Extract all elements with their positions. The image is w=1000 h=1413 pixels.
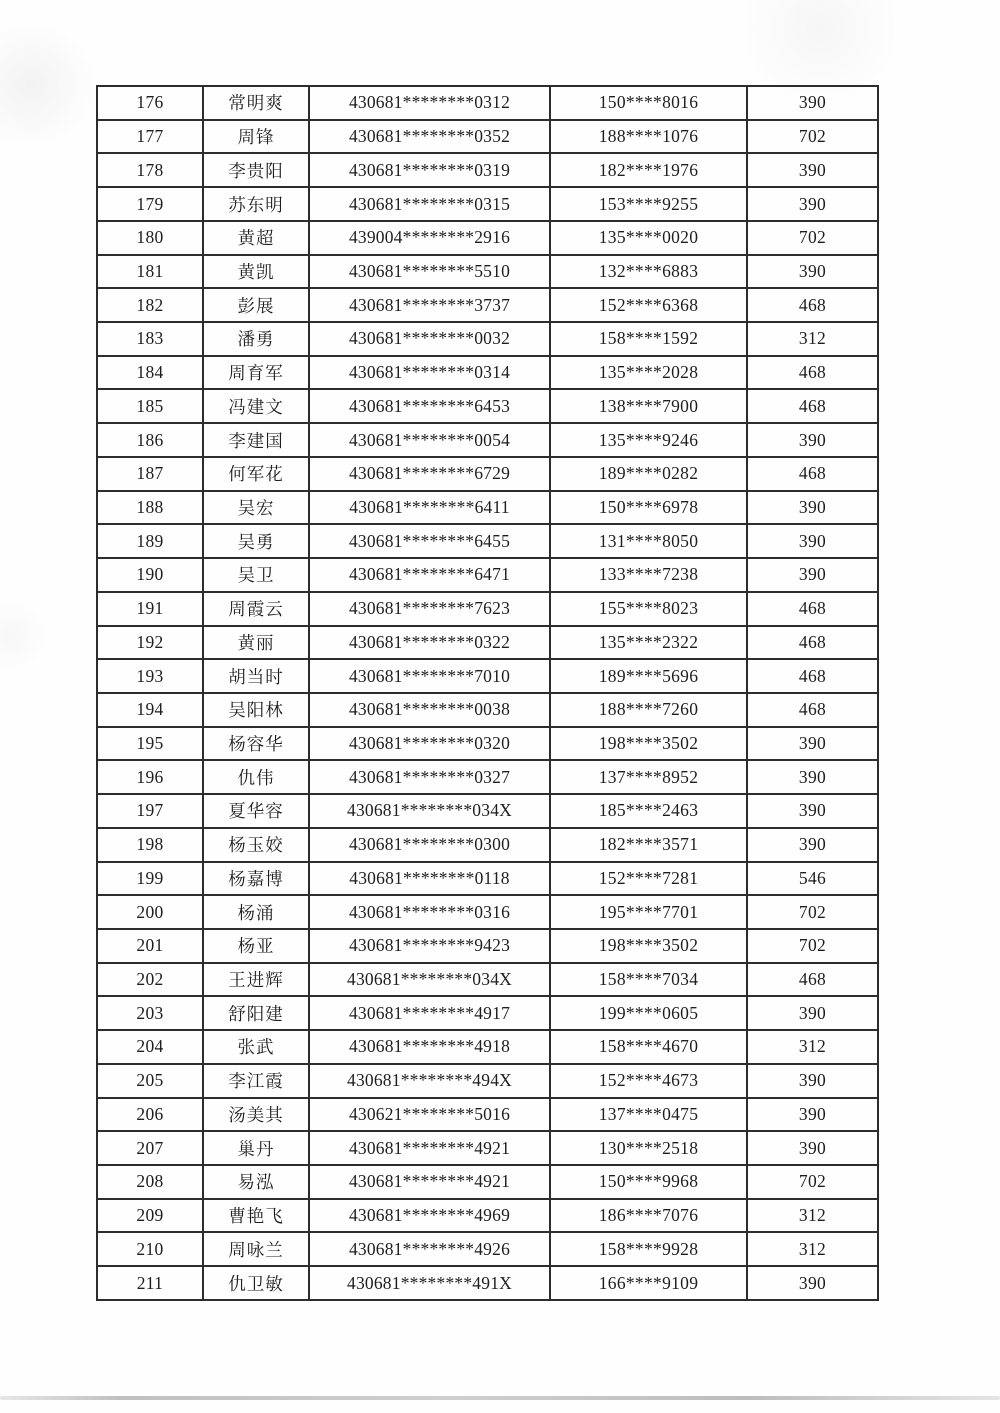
cell-name: 吴宏 — [203, 491, 309, 525]
cell-name: 彭展 — [203, 288, 309, 322]
cell-amount: 468 — [747, 389, 878, 423]
cell-name: 李建国 — [203, 423, 309, 457]
cell-amount: 390 — [747, 828, 878, 862]
cell-serial-number: 194 — [97, 693, 203, 727]
cell-amount: 468 — [747, 288, 878, 322]
cell-serial-number: 180 — [97, 221, 203, 255]
cell-id-number: 430681********6453 — [309, 389, 550, 423]
cell-name: 杨嘉博 — [203, 862, 309, 896]
cell-amount: 390 — [747, 423, 878, 457]
cell-serial-number: 199 — [97, 862, 203, 896]
cell-id-number: 430681********7623 — [309, 592, 550, 626]
table-row — [97, 423, 878, 457]
cell-name: 张武 — [203, 1030, 309, 1064]
table-row — [97, 187, 878, 221]
cell-phone-number: 150****6978 — [550, 491, 747, 525]
cell-id-number: 430681********4918 — [309, 1030, 550, 1064]
cell-phone-number: 158****9928 — [550, 1232, 747, 1266]
cell-id-number: 430681********7010 — [309, 659, 550, 693]
cell-amount: 312 — [747, 1232, 878, 1266]
cell-serial-number: 196 — [97, 760, 203, 794]
cell-serial-number: 205 — [97, 1064, 203, 1098]
cell-serial-number: 178 — [97, 153, 203, 187]
table-row — [97, 592, 878, 626]
cell-id-number: 430681********4917 — [309, 996, 550, 1030]
cell-name: 仇卫敏 — [203, 1266, 309, 1300]
cell-phone-number: 152****7281 — [550, 862, 747, 896]
cell-serial-number: 202 — [97, 963, 203, 997]
cell-id-number: 430681********6411 — [309, 491, 550, 525]
cell-phone-number: 137****0475 — [550, 1098, 747, 1132]
cell-serial-number: 185 — [97, 389, 203, 423]
table-row — [97, 221, 878, 255]
cell-id-number: 430681********0314 — [309, 356, 550, 390]
cell-phone-number: 182****1976 — [550, 153, 747, 187]
cell-serial-number: 208 — [97, 1165, 203, 1199]
cell-name: 黄丽 — [203, 626, 309, 660]
cell-amount: 390 — [747, 996, 878, 1030]
cell-phone-number: 198****3502 — [550, 929, 747, 963]
cell-name: 胡当时 — [203, 659, 309, 693]
table-row — [97, 255, 878, 289]
cell-phone-number: 150****8016 — [550, 86, 747, 120]
table-row — [97, 120, 878, 154]
cell-id-number: 430681********3737 — [309, 288, 550, 322]
cell-id-number: 430681********0315 — [309, 187, 550, 221]
cell-phone-number: 133****7238 — [550, 558, 747, 592]
cell-id-number: 430681********0312 — [309, 86, 550, 120]
cell-name: 曹艳飞 — [203, 1199, 309, 1233]
cell-name: 周霞云 — [203, 592, 309, 626]
cell-serial-number: 200 — [97, 895, 203, 929]
cell-id-number: 439004********2916 — [309, 221, 550, 255]
cell-name: 周咏兰 — [203, 1232, 309, 1266]
cell-phone-number: 155****8023 — [550, 592, 747, 626]
cell-serial-number: 192 — [97, 626, 203, 660]
cell-name: 夏华容 — [203, 794, 309, 828]
table-row — [97, 693, 878, 727]
cell-name: 杨容华 — [203, 727, 309, 761]
table-row — [97, 288, 878, 322]
cell-id-number: 430681********0300 — [309, 828, 550, 862]
cell-serial-number: 195 — [97, 727, 203, 761]
table-row — [97, 1165, 878, 1199]
cell-amount: 312 — [747, 1199, 878, 1233]
table-row — [97, 356, 878, 390]
cell-phone-number: 135****9246 — [550, 423, 747, 457]
cell-phone-number: 189****0282 — [550, 457, 747, 491]
table-row — [97, 1266, 878, 1300]
cell-serial-number: 206 — [97, 1098, 203, 1132]
cell-phone-number: 166****9109 — [550, 1266, 747, 1300]
cell-amount: 390 — [747, 491, 878, 525]
cell-amount: 312 — [747, 1030, 878, 1064]
cell-name: 舒阳建 — [203, 996, 309, 1030]
cell-name: 周锋 — [203, 120, 309, 154]
cell-id-number: 430681********5510 — [309, 255, 550, 289]
cell-amount: 390 — [747, 153, 878, 187]
cell-amount: 702 — [747, 120, 878, 154]
table-row — [97, 1064, 878, 1098]
cell-id-number: 430681********0038 — [309, 693, 550, 727]
cell-phone-number: 189****5696 — [550, 659, 747, 693]
cell-id-number: 430621********5016 — [309, 1098, 550, 1132]
table-row — [97, 1199, 878, 1233]
cell-amount: 468 — [747, 457, 878, 491]
cell-name: 冯建文 — [203, 389, 309, 423]
cell-phone-number: 182****3571 — [550, 828, 747, 862]
cell-name: 王进辉 — [203, 963, 309, 997]
cell-phone-number: 188****7260 — [550, 693, 747, 727]
cell-serial-number: 189 — [97, 524, 203, 558]
cell-name: 巢丹 — [203, 1131, 309, 1165]
cell-serial-number: 183 — [97, 322, 203, 356]
cell-name: 易泓 — [203, 1165, 309, 1199]
table-row — [97, 794, 878, 828]
table-row — [97, 322, 878, 356]
cell-id-number: 430681********6729 — [309, 457, 550, 491]
table-row — [97, 389, 878, 423]
cell-amount: 390 — [747, 558, 878, 592]
cell-name: 黄凯 — [203, 255, 309, 289]
cell-amount: 390 — [747, 1131, 878, 1165]
cell-amount: 468 — [747, 659, 878, 693]
cell-name: 潘勇 — [203, 322, 309, 356]
cell-serial-number: 210 — [97, 1232, 203, 1266]
cell-name: 吴勇 — [203, 524, 309, 558]
roster-table — [96, 85, 879, 1301]
cell-amount: 468 — [747, 356, 878, 390]
cell-amount: 546 — [747, 862, 878, 896]
cell-phone-number: 135****2322 — [550, 626, 747, 660]
cell-phone-number: 158****1592 — [550, 322, 747, 356]
cell-id-number: 430681********0319 — [309, 153, 550, 187]
cell-amount: 702 — [747, 929, 878, 963]
cell-name: 杨玉姣 — [203, 828, 309, 862]
roster-table-body — [97, 86, 878, 1300]
cell-amount: 702 — [747, 1165, 878, 1199]
cell-phone-number: 158****7034 — [550, 963, 747, 997]
cell-id-number: 430681********034X — [309, 794, 550, 828]
cell-id-number: 430681********4921 — [309, 1165, 550, 1199]
table-row — [97, 828, 878, 862]
table-row — [97, 86, 878, 120]
table-row — [97, 558, 878, 592]
cell-id-number: 430681********0118 — [309, 862, 550, 896]
cell-name: 吴卫 — [203, 558, 309, 592]
cell-name: 李贵阳 — [203, 153, 309, 187]
table-row — [97, 457, 878, 491]
cell-amount: 468 — [747, 963, 878, 997]
cell-phone-number: 158****4670 — [550, 1030, 747, 1064]
cell-serial-number: 176 — [97, 86, 203, 120]
cell-serial-number: 198 — [97, 828, 203, 862]
cell-amount: 702 — [747, 221, 878, 255]
cell-phone-number: 195****7701 — [550, 895, 747, 929]
cell-amount: 702 — [747, 895, 878, 929]
cell-amount: 468 — [747, 693, 878, 727]
cell-name: 仇伟 — [203, 760, 309, 794]
cell-serial-number: 193 — [97, 659, 203, 693]
cell-id-number: 430681********0320 — [309, 727, 550, 761]
cell-name: 杨亚 — [203, 929, 309, 963]
table-row — [97, 1030, 878, 1064]
table-row — [97, 929, 878, 963]
cell-id-number: 430681********6455 — [309, 524, 550, 558]
cell-phone-number: 198****3502 — [550, 727, 747, 761]
cell-amount: 390 — [747, 760, 878, 794]
cell-serial-number: 211 — [97, 1266, 203, 1300]
cell-amount: 390 — [747, 86, 878, 120]
cell-phone-number: 130****2518 — [550, 1131, 747, 1165]
cell-id-number: 430681********0032 — [309, 322, 550, 356]
cell-amount: 390 — [747, 794, 878, 828]
cell-amount: 390 — [747, 524, 878, 558]
cell-id-number: 430681********4921 — [309, 1131, 550, 1165]
cell-amount: 312 — [747, 322, 878, 356]
table-row — [97, 963, 878, 997]
table-row — [97, 996, 878, 1030]
cell-name: 黄超 — [203, 221, 309, 255]
cell-name: 吴阳林 — [203, 693, 309, 727]
table-row — [97, 491, 878, 525]
cell-id-number: 430681********4969 — [309, 1199, 550, 1233]
cell-phone-number: 138****7900 — [550, 389, 747, 423]
cell-phone-number: 135****2028 — [550, 356, 747, 390]
cell-name: 苏东明 — [203, 187, 309, 221]
cell-phone-number: 153****9255 — [550, 187, 747, 221]
table-row — [97, 626, 878, 660]
cell-serial-number: 187 — [97, 457, 203, 491]
cell-serial-number: 181 — [97, 255, 203, 289]
page-edge-artifact — [0, 1396, 1000, 1400]
cell-serial-number: 186 — [97, 423, 203, 457]
cell-id-number: 430681********034X — [309, 963, 550, 997]
cell-name: 何军花 — [203, 457, 309, 491]
cell-serial-number: 201 — [97, 929, 203, 963]
table-row — [97, 862, 878, 896]
table-row — [97, 760, 878, 794]
cell-phone-number: 188****1076 — [550, 120, 747, 154]
cell-phone-number: 135****0020 — [550, 221, 747, 255]
cell-id-number: 430681********0327 — [309, 760, 550, 794]
cell-serial-number: 184 — [97, 356, 203, 390]
cell-name: 周育军 — [203, 356, 309, 390]
cell-phone-number: 131****8050 — [550, 524, 747, 558]
cell-serial-number: 197 — [97, 794, 203, 828]
cell-phone-number: 186****7076 — [550, 1199, 747, 1233]
cell-phone-number: 152****4673 — [550, 1064, 747, 1098]
table-row — [97, 659, 878, 693]
cell-id-number: 430681********0316 — [309, 895, 550, 929]
cell-name: 李江霞 — [203, 1064, 309, 1098]
cell-amount: 390 — [747, 727, 878, 761]
cell-name: 常明爽 — [203, 86, 309, 120]
table-row — [97, 524, 878, 558]
cell-amount: 468 — [747, 592, 878, 626]
cell-phone-number: 150****9968 — [550, 1165, 747, 1199]
cell-serial-number: 190 — [97, 558, 203, 592]
cell-serial-number: 188 — [97, 491, 203, 525]
cell-amount: 390 — [747, 255, 878, 289]
cell-serial-number: 191 — [97, 592, 203, 626]
cell-serial-number: 203 — [97, 996, 203, 1030]
cell-amount: 468 — [747, 626, 878, 660]
cell-id-number: 430681********0322 — [309, 626, 550, 660]
cell-serial-number: 182 — [97, 288, 203, 322]
cell-phone-number: 137****8952 — [550, 760, 747, 794]
table-row — [97, 1098, 878, 1132]
cell-id-number: 430681********491X — [309, 1266, 550, 1300]
table-row — [97, 895, 878, 929]
cell-id-number: 430681********494X — [309, 1064, 550, 1098]
cell-serial-number: 177 — [97, 120, 203, 154]
cell-phone-number: 199****0605 — [550, 996, 747, 1030]
cell-id-number: 430681********0352 — [309, 120, 550, 154]
cell-id-number: 430681********0054 — [309, 423, 550, 457]
cell-phone-number: 185****2463 — [550, 794, 747, 828]
cell-amount: 390 — [747, 1266, 878, 1300]
cell-amount: 390 — [747, 187, 878, 221]
cell-serial-number: 204 — [97, 1030, 203, 1064]
cell-name: 汤美其 — [203, 1098, 309, 1132]
cell-id-number: 430681********6471 — [309, 558, 550, 592]
table-row — [97, 1131, 878, 1165]
cell-id-number: 430681********4926 — [309, 1232, 550, 1266]
cell-name: 杨涌 — [203, 895, 309, 929]
cell-id-number: 430681********9423 — [309, 929, 550, 963]
cell-amount: 390 — [747, 1064, 878, 1098]
cell-serial-number: 209 — [97, 1199, 203, 1233]
table-row — [97, 727, 878, 761]
table-row — [97, 1232, 878, 1266]
cell-phone-number: 152****6368 — [550, 288, 747, 322]
table-row — [97, 153, 878, 187]
cell-serial-number: 179 — [97, 187, 203, 221]
cell-serial-number: 207 — [97, 1131, 203, 1165]
cell-phone-number: 132****6883 — [550, 255, 747, 289]
cell-amount: 390 — [747, 1098, 878, 1132]
